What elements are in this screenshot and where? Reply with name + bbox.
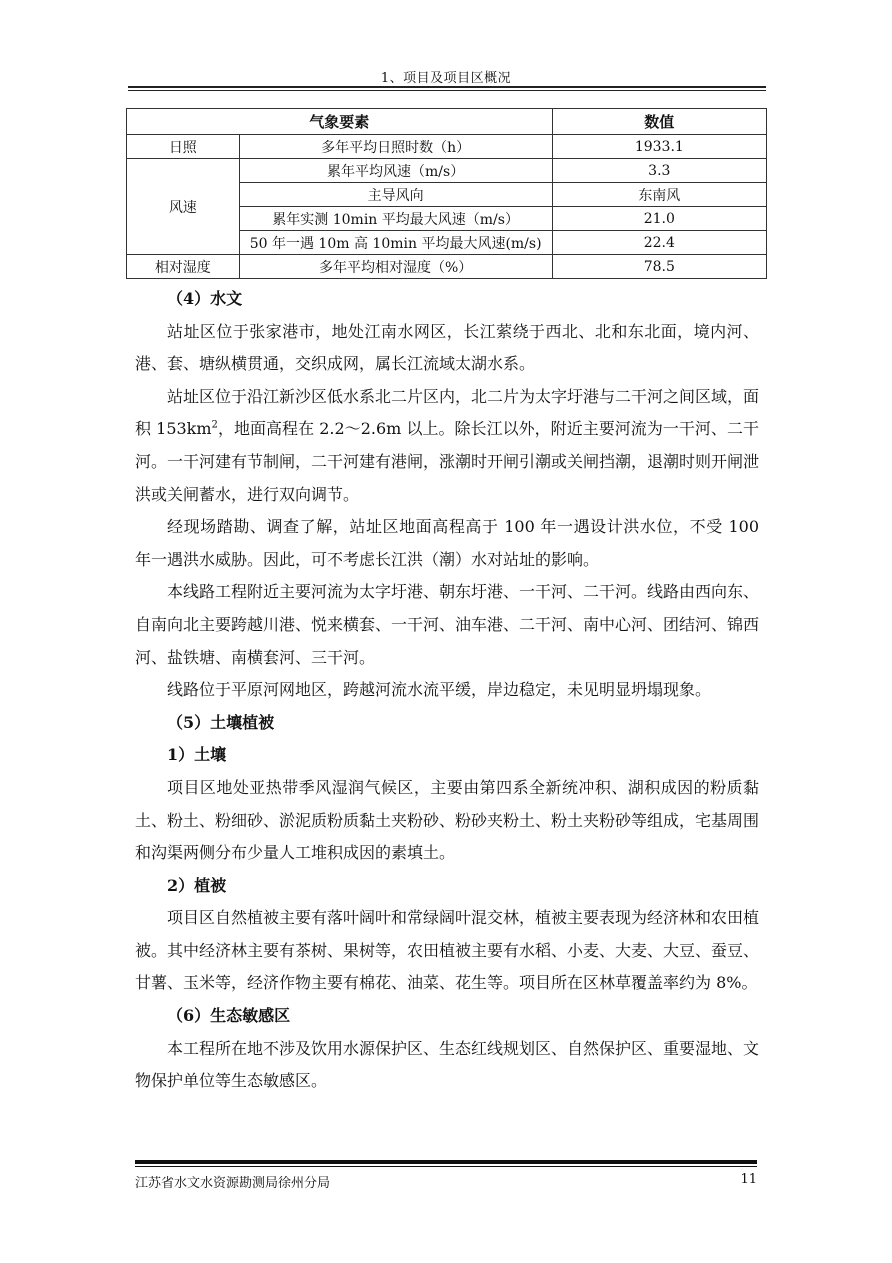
paragraph-text: 站址区位于沿江新沙区低水系北二片区内，北二片为太字圩港与二干河之间区域，面积 153km <box>135 386 760 439</box>
table-cell-value: 21.0 <box>552 207 766 231</box>
table-cell-value: 东南风 <box>552 183 766 207</box>
paragraph: 线路位于平原河网地区，跨越河流水流平缓，岸边稳定，未见明显坍塌现象。 <box>167 680 712 700</box>
table-row <box>127 255 767 279</box>
footer-organization: 江苏省水文水资源勘测局徐州分局 <box>135 1176 331 1191</box>
table-header-row <box>127 109 767 135</box>
paragraph: 经现场踏勘、调查了解，站址区地面高程高于 100 年一遇设计洪水位，不受 100 年一遇洪水威胁。因此，可不考虑长江洪（潮）水对站址的影响。 <box>135 517 759 569</box>
section-heading-soil-vegetation: （5）土壤植被 <box>167 712 275 732</box>
footer-rule-thin <box>135 1166 757 1167</box>
table-header-element: 气象要素 <box>127 109 553 135</box>
table-cell-item: 累年平均风速（m/s） <box>239 159 552 183</box>
header-rule-thin <box>128 90 766 91</box>
table-cell-category: 相对湿度 <box>127 255 240 279</box>
paragraph <box>135 381 759 511</box>
header-rule <box>128 86 766 88</box>
paragraph: 项目区自然植被主要有落叶阔叶和常绿阔叶混交林，植被主要表现为经济林和农田植被。其中经济林主要有茶树、果树等，农田植被主要有水稻、小麦、大麦、大豆、蚕豆、甘薯、玉米等，经济作物主要有棉花、油菜、花生等。项目所在区林草覆盖率约为 8%。 <box>135 908 760 993</box>
subsection-heading-vegetation: 2）植被 <box>167 875 227 895</box>
table-cell-item: 累年实测 10min 平均最大风速（m/s） <box>239 207 552 231</box>
table-cell-category: 日照 <box>127 135 240 159</box>
subsection-heading-soil: 1）土壤 <box>167 745 227 765</box>
paragraph-text: ，地面高程在 2.2～2.6m 以上。除长江以外，附近主要河流为一干河、二干河。一干河建有节制闸，二干河建有港闸，涨潮时开闸引潮或关闸挡潮，退潮时则开闸泄洪或关闸蓄水，进行双向调节。 <box>135 419 760 504</box>
table-cell-item: 多年平均相对湿度（%） <box>239 255 552 279</box>
paragraph: 本工程所在地不涉及饮用水源保护区、生态红线规划区、自然保护区、重要湿地、文物保护单位等生态敏感区。 <box>135 1038 760 1091</box>
table-cell-value: 1933.1 <box>552 135 766 159</box>
table-cell-value: 3.3 <box>552 159 766 183</box>
table-cell-item: 50 年一遇 10m 高 10min 平均最大风速(m/s) <box>239 231 552 255</box>
footer-rule <box>135 1160 757 1164</box>
paragraph: 本线路工程附近主要河流为太字圩港、朝东圩港、一干河、二干河。线路由西向东、自南向北主要跨越川港、悦来横套、一干河、油车港、二干河、南中心河、团结河、锦西河、盐铁塘、南横套河、三干河。 <box>135 582 760 667</box>
table-cell-item: 主导风向 <box>239 183 552 207</box>
paragraph: 项目区地处亚热带季风湿润气候区，主要由第四系全新统冲积、湖积成因的粉质黏土、粉土、粉细砂、淤泥质粉质黏土夹粉砂、粉砂夹粉土、粉土夹粉砂等组成，宅基周围和沟渠两侧分布少量人工堆积成因的素填土。 <box>135 777 760 863</box>
meteorology-table <box>126 108 767 279</box>
paragraph: 站址区位于张家港市，地处江南水网区，长江萦绕于西北、北和东北面，境内河、港、套、塘纵横贯通，交织成网，属长江流域太湖水系。 <box>135 321 759 374</box>
document-body <box>135 283 759 1098</box>
table-cell-category: 风速 <box>127 159 240 255</box>
table-header-value: 数值 <box>552 109 766 135</box>
table-row <box>127 159 767 183</box>
page-header-title: 1、项目及项目区概况 <box>380 71 512 86</box>
table-cell-value: 78.5 <box>552 255 766 279</box>
table-cell-value: 22.4 <box>552 231 766 255</box>
table-row <box>127 135 767 159</box>
table-cell-item: 多年平均日照时数（h） <box>239 135 552 159</box>
section-heading-hydrology: （4）水文 <box>167 289 243 308</box>
page-number: 11 <box>740 1172 757 1187</box>
section-heading-eco-sensitive: （6）生态敏感区 <box>167 1006 291 1026</box>
superscript: 2 <box>211 420 218 432</box>
